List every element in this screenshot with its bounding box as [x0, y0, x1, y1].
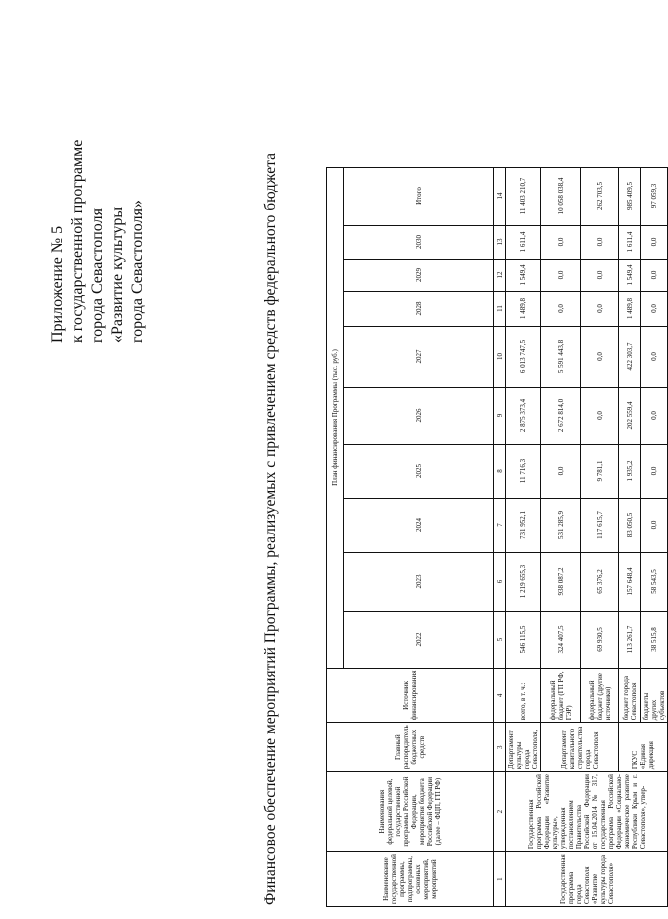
- value-cell: 0,0: [541, 444, 581, 498]
- distributor-cell: ГКУС «Единая дирекция: [619, 723, 668, 772]
- header-source: Источник финансирования: [327, 668, 494, 723]
- column-number: 7: [494, 498, 506, 552]
- header-funding-plan: План финансирования Программы (тыс. руб.): [327, 167, 344, 668]
- value-cell: 117 615,7: [581, 498, 619, 552]
- value-cell: 58 543,5: [641, 552, 668, 611]
- value-cell: 0,0: [641, 259, 668, 291]
- value-cell: 65 376,2: [581, 552, 619, 611]
- appendix-line: к государственной программе: [69, 139, 86, 343]
- total-cell: 262 703,5: [581, 167, 619, 225]
- funding-table: [326, 167, 668, 907]
- value-cell: 0,0: [641, 387, 668, 444]
- header-program-name: Наименование государственной программы, подпрограммы, основных мероприятий, мероприятий: [327, 852, 494, 907]
- value-cell: 9 781,1: [581, 444, 619, 498]
- header-year: 2029: [344, 259, 494, 291]
- column-number: 3: [494, 723, 506, 772]
- header-year: 2022: [344, 611, 494, 668]
- value-cell: 1 489,8: [506, 291, 541, 326]
- value-cell: 0,0: [581, 225, 619, 259]
- value-cell: 0,0: [541, 259, 581, 291]
- column-number: 1: [494, 852, 506, 907]
- column-number: 11: [494, 291, 506, 326]
- value-cell: 1 549,4: [506, 259, 541, 291]
- value-cell: 1 219 655,3: [506, 552, 541, 611]
- header-year: 2027: [344, 326, 494, 387]
- column-number: 6: [494, 552, 506, 611]
- value-cell: 83 050,5: [619, 498, 641, 552]
- total-cell: 97 059,3: [641, 167, 668, 225]
- column-number-row: [494, 167, 506, 906]
- header-year: 2028: [344, 291, 494, 326]
- value-cell: 0,0: [581, 387, 619, 444]
- source-cell: федеральный бюджет (ГП РФ, ГЭР): [541, 668, 581, 723]
- column-number: 10: [494, 326, 506, 387]
- value-cell: 5 591 443,8: [541, 326, 581, 387]
- value-cell: 422 303,7: [619, 326, 641, 387]
- distributor-cell: Департамент капитального строительства города Севастополя: [541, 723, 619, 772]
- value-cell: 324 407,5: [541, 611, 581, 668]
- value-cell: 0,0: [581, 259, 619, 291]
- value-cell: 113 261,7: [619, 611, 641, 668]
- source-cell: бюджеты других субъектов: [641, 668, 668, 723]
- federal-program-cell: Государственная программа Российской Федерации «Развитие культуры», утвержденная постановлением Правительства Российской Федерации от 15.04.2014 № 317, государственная программа Российской Федерации «Социально-экономическое развитие Республики Крым и г. Севастополя», утвер-: [506, 772, 668, 852]
- document-title: Финансовое обеспечение мероприятий Программы, реализуемых с привлечением средств федерального бюджета: [262, 153, 279, 906]
- column-number: 12: [494, 259, 506, 291]
- value-cell: 1 611,4: [619, 225, 641, 259]
- column-number: 14: [494, 167, 506, 225]
- value-cell: 0,0: [641, 326, 668, 387]
- value-cell: 0,0: [641, 444, 668, 498]
- header-year: 2026: [344, 387, 494, 444]
- value-cell: 938 087,2: [541, 552, 581, 611]
- header-year: 2030: [344, 225, 494, 259]
- source-cell: бюджет города Севастополя: [619, 668, 641, 723]
- header-year: 2025: [344, 444, 494, 498]
- value-cell: 1 935,2: [619, 444, 641, 498]
- program-name-cell: Государственная программа города Севастополя «Развитие культуры города Севастополя»: [506, 852, 668, 907]
- header-total: Итого: [344, 167, 494, 225]
- value-cell: 1 549,4: [619, 259, 641, 291]
- column-number: 8: [494, 444, 506, 498]
- column-number: 2: [494, 772, 506, 852]
- value-cell: 38 515,8: [641, 611, 668, 668]
- value-cell: 0,0: [541, 225, 581, 259]
- source-cell: всего, в т. ч.:: [506, 668, 541, 723]
- value-cell: 0,0: [641, 225, 668, 259]
- column-number: 5: [494, 611, 506, 668]
- value-cell: 531 285,9: [541, 498, 581, 552]
- column-number: 9: [494, 387, 506, 444]
- value-cell: 546 115,5: [506, 611, 541, 668]
- appendix-line: «Развитие культуры: [109, 206, 126, 343]
- appendix-line: города Севастополя»: [129, 200, 146, 343]
- column-number: 13: [494, 225, 506, 259]
- value-cell: 1 489,8: [619, 291, 641, 326]
- total-cell: 985 409,5: [619, 167, 641, 225]
- value-cell: 0,0: [581, 326, 619, 387]
- value-cell: 1 611,4: [506, 225, 541, 259]
- total-cell: 10 058 038,4: [541, 167, 581, 225]
- value-cell: 69 930,5: [581, 611, 619, 668]
- value-cell: 202 559,4: [619, 387, 641, 444]
- value-cell: 731 952,1: [506, 498, 541, 552]
- value-cell: 2 875 373,4: [506, 387, 541, 444]
- appendix-header: [48, 83, 148, 343]
- header-federal-program: Наименования федеральной целевой, государственной программы Российской Федерации, мероприятия бюджета Российской Федерации (далее – ФЦП, ГП РФ): [327, 772, 494, 852]
- distributor-cell: Департамент культуры города Севастополя,: [506, 723, 541, 772]
- header-year: 2023: [344, 552, 494, 611]
- value-cell: 6 013 747,5: [506, 326, 541, 387]
- column-number: 4: [494, 668, 506, 723]
- value-cell: 0,0: [581, 291, 619, 326]
- value-cell: 157 648,4: [619, 552, 641, 611]
- value-cell: 0,0: [641, 498, 668, 552]
- value-cell: 2 672 814,0: [541, 387, 581, 444]
- value-cell: 0,0: [641, 291, 668, 326]
- value-cell: 11 716,3: [506, 444, 541, 498]
- source-cell: федеральный бюджет (другие источники): [581, 668, 619, 723]
- header-year: 2024: [344, 498, 494, 552]
- header-distributor: Главный распорядитель бюджетных средств: [327, 723, 494, 772]
- appendix-line: города Севастополя: [89, 208, 106, 343]
- appendix-number: Приложение № 5: [49, 225, 66, 343]
- table-row: [506, 167, 541, 906]
- value-cell: 0,0: [541, 291, 581, 326]
- total-cell: 11 403 210,7: [506, 167, 541, 225]
